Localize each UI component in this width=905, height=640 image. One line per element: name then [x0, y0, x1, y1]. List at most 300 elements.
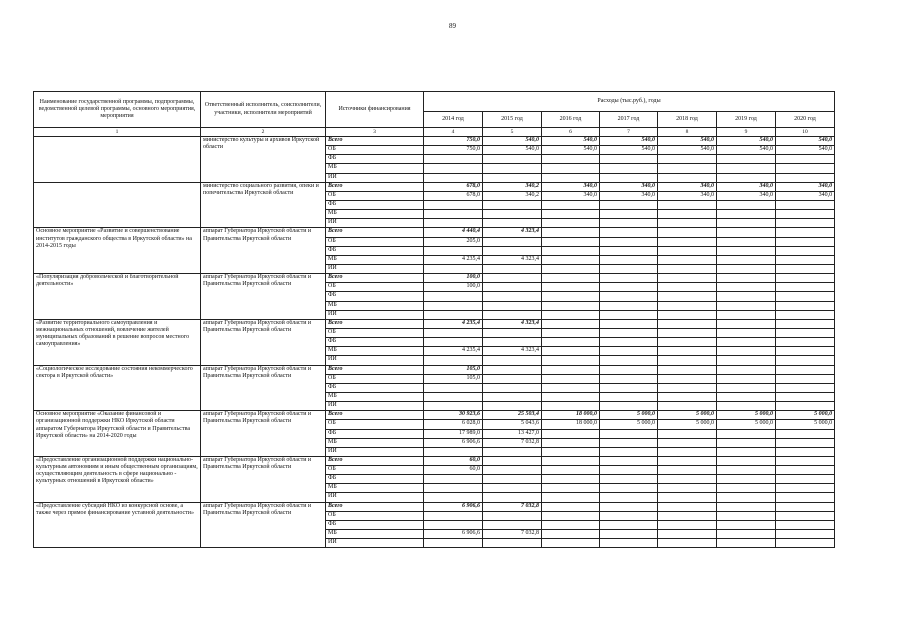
amount-cell	[717, 274, 776, 283]
amount-cell: 205,0	[424, 237, 483, 246]
amount-cell	[542, 456, 600, 465]
amount-cell	[658, 210, 717, 219]
amount-cell	[658, 173, 717, 182]
amount-cell	[717, 493, 776, 502]
amount-cell	[658, 520, 717, 529]
amount-cell: 5 000,0	[600, 420, 658, 429]
amount-cell	[776, 493, 835, 502]
amount-cell	[717, 283, 776, 292]
amount-cell	[717, 429, 776, 438]
amount-cell	[542, 164, 600, 173]
amount-cell	[483, 210, 542, 219]
funding-source: МБ	[326, 530, 424, 539]
amount-cell	[717, 456, 776, 465]
funding-source: ФБ	[326, 429, 424, 438]
header-year: 2016 год	[542, 112, 600, 128]
amount-cell	[776, 502, 835, 511]
amount-cell	[483, 264, 542, 273]
amount-cell	[424, 356, 483, 365]
table-row	[34, 411, 835, 420]
amount-cell	[600, 219, 658, 228]
amount-cell	[424, 164, 483, 173]
amount-cell	[658, 466, 717, 475]
amount-cell	[776, 173, 835, 182]
amount-cell	[776, 530, 835, 539]
amount-cell: 5 000,0	[717, 420, 776, 429]
amount-cell	[658, 502, 717, 511]
amount-cell	[424, 511, 483, 520]
funding-source: ИИ	[326, 264, 424, 273]
amount-cell	[483, 246, 542, 255]
executor-cell: министерство культуры и архивов Иркутской области	[201, 137, 326, 183]
amount-cell	[483, 310, 542, 319]
amount-cell	[600, 255, 658, 264]
amount-cell	[542, 438, 600, 447]
amount-cell	[717, 255, 776, 264]
amount-cell	[776, 292, 835, 301]
amount-cell	[424, 310, 483, 319]
table-row	[34, 274, 835, 283]
amount-cell	[658, 200, 717, 209]
amount-cell	[542, 539, 600, 548]
amount-cell	[483, 520, 542, 529]
column-number: 4	[424, 128, 483, 137]
amount-cell: 340,0	[600, 182, 658, 191]
amount-cell	[542, 530, 600, 539]
amount-cell	[658, 283, 717, 292]
amount-cell	[424, 301, 483, 310]
amount-cell	[717, 466, 776, 475]
column-number: 10	[776, 128, 835, 137]
amount-cell	[776, 264, 835, 273]
amount-cell	[542, 283, 600, 292]
funding-source: ИИ	[326, 539, 424, 548]
executor-cell: аппарат Губернатора Иркутской области и Правительства Иркутской области	[201, 274, 326, 320]
funding-source: ФБ	[326, 155, 424, 164]
amount-cell: 17 989,0	[424, 429, 483, 438]
amount-cell	[717, 219, 776, 228]
amount-cell	[658, 347, 717, 356]
amount-cell: 105,0	[424, 374, 483, 383]
header-year: 2017 год	[600, 112, 658, 128]
amount-cell	[424, 383, 483, 392]
header-name: Наименование государственной программы, подпрограммы, ведомственной целевой программы, основного мероприятия, мероприятия	[34, 92, 201, 128]
table-row	[34, 137, 835, 146]
column-number: 1	[34, 128, 201, 137]
amount-cell	[776, 447, 835, 456]
amount-cell	[600, 456, 658, 465]
amount-cell	[658, 402, 717, 411]
amount-cell: 4 440,4	[424, 228, 483, 237]
amount-cell	[600, 466, 658, 475]
funding-source: ИИ	[326, 447, 424, 456]
amount-cell	[600, 155, 658, 164]
amount-cell	[600, 520, 658, 529]
funding-source: ОБ	[326, 420, 424, 429]
amount-cell	[600, 164, 658, 173]
amount-cell	[776, 402, 835, 411]
amount-cell: 340,0	[542, 191, 600, 200]
executor-cell: аппарат Губернатора Иркутской области и Правительства Иркутской области	[201, 319, 326, 365]
header-year: 2015 год	[483, 112, 542, 128]
funding-source: МБ	[326, 255, 424, 264]
amount-cell	[600, 200, 658, 209]
table-body	[34, 137, 835, 548]
funding-source: Всего	[326, 319, 424, 328]
amount-cell	[600, 402, 658, 411]
amount-cell	[717, 301, 776, 310]
amount-cell	[424, 539, 483, 548]
amount-cell	[600, 502, 658, 511]
amount-cell: 18 000,0	[542, 411, 600, 420]
funding-source: Всего	[326, 456, 424, 465]
amount-cell	[424, 328, 483, 337]
funding-source: ФБ	[326, 200, 424, 209]
amount-cell	[776, 539, 835, 548]
amount-cell: 4 323,4	[483, 255, 542, 264]
amount-cell: 18 000,0	[542, 420, 600, 429]
amount-cell	[717, 338, 776, 347]
amount-cell	[776, 438, 835, 447]
amount-cell	[658, 493, 717, 502]
amount-cell	[542, 347, 600, 356]
amount-cell	[542, 173, 600, 182]
funding-source: Всего	[326, 228, 424, 237]
amount-cell: 540,0	[483, 146, 542, 155]
funding-source: ИИ	[326, 310, 424, 319]
amount-cell: 340,2	[483, 191, 542, 200]
amount-cell	[424, 264, 483, 273]
amount-cell	[483, 328, 542, 337]
funding-source: ОБ	[326, 146, 424, 155]
amount-cell	[600, 356, 658, 365]
amount-cell	[424, 392, 483, 401]
activity-description: «Предоставление организационной поддержки национально-культурным автономиям и иным общественным организациям, осуществляющим деятельность в сфере национально - культурных отношений в Иркутской области»	[34, 456, 201, 502]
funding-source: ФБ	[326, 383, 424, 392]
amount-cell	[600, 438, 658, 447]
amount-cell: 340,0	[658, 191, 717, 200]
column-number: 3	[326, 128, 424, 137]
amount-cell	[542, 338, 600, 347]
amount-cell	[483, 447, 542, 456]
amount-cell	[483, 484, 542, 493]
amount-cell	[483, 402, 542, 411]
amount-cell	[542, 310, 600, 319]
activity-description	[34, 182, 201, 228]
funding-source: МБ	[326, 347, 424, 356]
amount-cell: 540,0	[717, 146, 776, 155]
amount-cell: 4 235,4	[424, 347, 483, 356]
amount-cell	[658, 447, 717, 456]
amount-cell	[483, 283, 542, 292]
amount-cell	[600, 484, 658, 493]
funding-source: Всего	[326, 365, 424, 374]
amount-cell	[658, 530, 717, 539]
executor-cell: аппарат Губернатора Иркутской области и Правительства Иркутской области	[201, 411, 326, 457]
amount-cell	[483, 173, 542, 182]
amount-cell	[542, 447, 600, 456]
amount-cell	[600, 246, 658, 255]
amount-cell	[658, 301, 717, 310]
amount-cell	[542, 392, 600, 401]
amount-cell: 100,0	[424, 283, 483, 292]
amount-cell	[776, 356, 835, 365]
amount-cell	[717, 530, 776, 539]
column-number: 2	[201, 128, 326, 137]
activity-description: «Социологическое исследование состояния некоммерческого сектора в Иркутской области»	[34, 365, 201, 411]
amount-cell	[424, 338, 483, 347]
amount-cell	[776, 301, 835, 310]
amount-cell	[542, 237, 600, 246]
amount-cell	[717, 511, 776, 520]
amount-cell	[717, 484, 776, 493]
amount-cell: 4 235,4	[424, 255, 483, 264]
amount-cell	[483, 466, 542, 475]
amount-cell: 6 906,6	[424, 502, 483, 511]
amount-cell	[776, 255, 835, 264]
amount-cell	[600, 210, 658, 219]
column-number: 8	[658, 128, 717, 137]
header-year: 2018 год	[658, 112, 717, 128]
amount-cell	[717, 502, 776, 511]
amount-cell	[776, 328, 835, 337]
amount-cell	[483, 237, 542, 246]
amount-cell: 340,0	[658, 182, 717, 191]
amount-cell	[658, 310, 717, 319]
amount-cell	[717, 374, 776, 383]
header-year: 2014 год	[424, 112, 483, 128]
amount-cell: 750,0	[424, 146, 483, 155]
amount-cell	[600, 283, 658, 292]
funding-source: ФБ	[326, 520, 424, 529]
amount-cell	[424, 219, 483, 228]
amount-cell	[776, 274, 835, 283]
amount-cell	[717, 155, 776, 164]
amount-cell	[658, 319, 717, 328]
amount-cell: 340,0	[600, 191, 658, 200]
funding-source: ОБ	[326, 237, 424, 246]
column-number: 6	[542, 128, 600, 137]
amount-cell	[658, 392, 717, 401]
amount-cell	[542, 356, 600, 365]
header-executor: Ответственный исполнитель, соисполнители, участники, исполнители мероприятий	[201, 92, 326, 128]
funding-source: ИИ	[326, 173, 424, 182]
amount-cell: 4 323,4	[483, 319, 542, 328]
amount-cell	[658, 475, 717, 484]
amount-cell	[542, 155, 600, 164]
amount-cell	[658, 484, 717, 493]
amount-cell	[542, 255, 600, 264]
amount-cell: 540,0	[600, 146, 658, 155]
amount-cell: 340,0	[776, 182, 835, 191]
amount-cell	[658, 255, 717, 264]
amount-cell	[424, 484, 483, 493]
amount-cell	[424, 210, 483, 219]
amount-cell	[483, 164, 542, 173]
amount-cell: 340,0	[717, 191, 776, 200]
funding-source: ФБ	[326, 338, 424, 347]
amount-cell: 5 000,0	[776, 411, 835, 420]
amount-cell: 60,0	[424, 466, 483, 475]
amount-cell	[542, 292, 600, 301]
amount-cell	[542, 328, 600, 337]
amount-cell: 340,2	[483, 182, 542, 191]
amount-cell	[600, 392, 658, 401]
amount-cell	[658, 237, 717, 246]
amount-cell	[600, 374, 658, 383]
amount-cell	[776, 511, 835, 520]
amount-cell	[424, 493, 483, 502]
funding-source: МБ	[326, 392, 424, 401]
amount-cell	[776, 338, 835, 347]
amount-cell	[717, 356, 776, 365]
table-row	[34, 502, 835, 511]
amount-cell	[600, 274, 658, 283]
amount-cell	[600, 310, 658, 319]
table-row	[34, 182, 835, 191]
amount-cell	[483, 274, 542, 283]
amount-cell	[483, 511, 542, 520]
amount-cell	[542, 210, 600, 219]
amount-cell	[600, 338, 658, 347]
funding-source: МБ	[326, 301, 424, 310]
amount-cell	[776, 520, 835, 529]
amount-cell	[542, 264, 600, 273]
amount-cell	[658, 374, 717, 383]
column-number: 7	[600, 128, 658, 137]
amount-cell	[600, 511, 658, 520]
amount-cell	[717, 210, 776, 219]
funding-source: Всего	[326, 137, 424, 146]
amount-cell	[600, 173, 658, 182]
amount-cell	[776, 456, 835, 465]
amount-cell	[658, 456, 717, 465]
amount-cell	[776, 383, 835, 392]
amount-cell: 4 235,4	[424, 319, 483, 328]
amount-cell	[717, 319, 776, 328]
amount-cell	[424, 155, 483, 164]
amount-cell	[717, 347, 776, 356]
table-row	[34, 228, 835, 237]
amount-cell	[658, 383, 717, 392]
header-source: Источники финансирования	[326, 92, 424, 128]
amount-cell	[424, 447, 483, 456]
amount-cell	[600, 264, 658, 273]
amount-cell	[658, 164, 717, 173]
amount-cell	[776, 319, 835, 328]
amount-cell	[600, 447, 658, 456]
page-number: 89	[449, 22, 456, 30]
amount-cell	[776, 155, 835, 164]
amount-cell	[717, 392, 776, 401]
amount-cell	[424, 475, 483, 484]
amount-cell	[424, 246, 483, 255]
financing-table	[33, 91, 835, 548]
executor-cell: аппарат Губернатора Иркутской области и Правительства Иркутской области	[201, 456, 326, 502]
amount-cell	[424, 520, 483, 529]
amount-cell: 678,0	[424, 191, 483, 200]
funding-source: Всего	[326, 502, 424, 511]
amount-cell	[600, 301, 658, 310]
amount-cell	[776, 392, 835, 401]
amount-cell	[658, 292, 717, 301]
funding-source: Всего	[326, 182, 424, 191]
amount-cell	[600, 237, 658, 246]
amount-cell	[542, 484, 600, 493]
amount-cell	[658, 338, 717, 347]
amount-cell	[600, 292, 658, 301]
amount-cell	[776, 374, 835, 383]
amount-cell	[542, 246, 600, 255]
activity-description: «Развитие территориального самоуправления и межнациональных отношений, вовлечение жителей муниципальных образований в решение вопросов местного самоуправления»	[34, 319, 201, 365]
amount-cell	[483, 456, 542, 465]
amount-cell	[600, 383, 658, 392]
amount-cell	[776, 283, 835, 292]
amount-cell	[542, 200, 600, 209]
amount-cell	[776, 466, 835, 475]
amount-cell	[717, 246, 776, 255]
amount-cell	[776, 200, 835, 209]
amount-cell	[717, 310, 776, 319]
table-row	[34, 319, 835, 328]
amount-cell	[776, 475, 835, 484]
amount-cell: 540,0	[483, 137, 542, 146]
funding-source: ФБ	[326, 292, 424, 301]
amount-cell	[658, 228, 717, 237]
amount-cell	[658, 328, 717, 337]
amount-cell	[600, 475, 658, 484]
amount-cell: 5 000,0	[776, 420, 835, 429]
amount-cell	[658, 274, 717, 283]
executor-cell: аппарат Губернатора Иркутской области и Правительства Иркутской области	[201, 502, 326, 548]
amount-cell	[542, 475, 600, 484]
activity-description: Основное мероприятие «Оказание финансовой и организационной поддержки НКО Иркутской области аппаратом Губернатора Иркутской области и Правительства Иркутской области» на 2014-2020 годы	[34, 411, 201, 457]
funding-source: ИИ	[326, 402, 424, 411]
amount-cell	[483, 374, 542, 383]
amount-cell	[717, 475, 776, 484]
amount-cell	[600, 429, 658, 438]
funding-source: ОБ	[326, 466, 424, 475]
amount-cell	[717, 173, 776, 182]
amount-cell: 6 906,6	[424, 530, 483, 539]
amount-cell: 7 032,8	[483, 502, 542, 511]
amount-cell	[542, 219, 600, 228]
amount-cell	[717, 447, 776, 456]
funding-source: ОБ	[326, 191, 424, 200]
amount-cell	[424, 402, 483, 411]
amount-cell	[717, 520, 776, 529]
executor-cell: аппарат Губернатора Иркутской области и Правительства Иркутской области	[201, 228, 326, 274]
column-number: 9	[717, 128, 776, 137]
amount-cell	[717, 402, 776, 411]
amount-cell: 540,0	[717, 137, 776, 146]
amount-cell: 540,0	[658, 137, 717, 146]
amount-cell: 6 906,6	[424, 438, 483, 447]
funding-source: МБ	[326, 210, 424, 219]
amount-cell	[658, 429, 717, 438]
amount-cell	[717, 200, 776, 209]
amount-cell: 540,0	[542, 146, 600, 155]
amount-cell	[542, 511, 600, 520]
amount-cell	[658, 539, 717, 548]
amount-cell: 5 000,0	[658, 420, 717, 429]
amount-cell: 340,0	[776, 191, 835, 200]
amount-cell: 60,0	[424, 456, 483, 465]
amount-cell	[483, 383, 542, 392]
amount-cell: 540,0	[542, 137, 600, 146]
funding-source: ФБ	[326, 246, 424, 255]
amount-cell	[542, 374, 600, 383]
